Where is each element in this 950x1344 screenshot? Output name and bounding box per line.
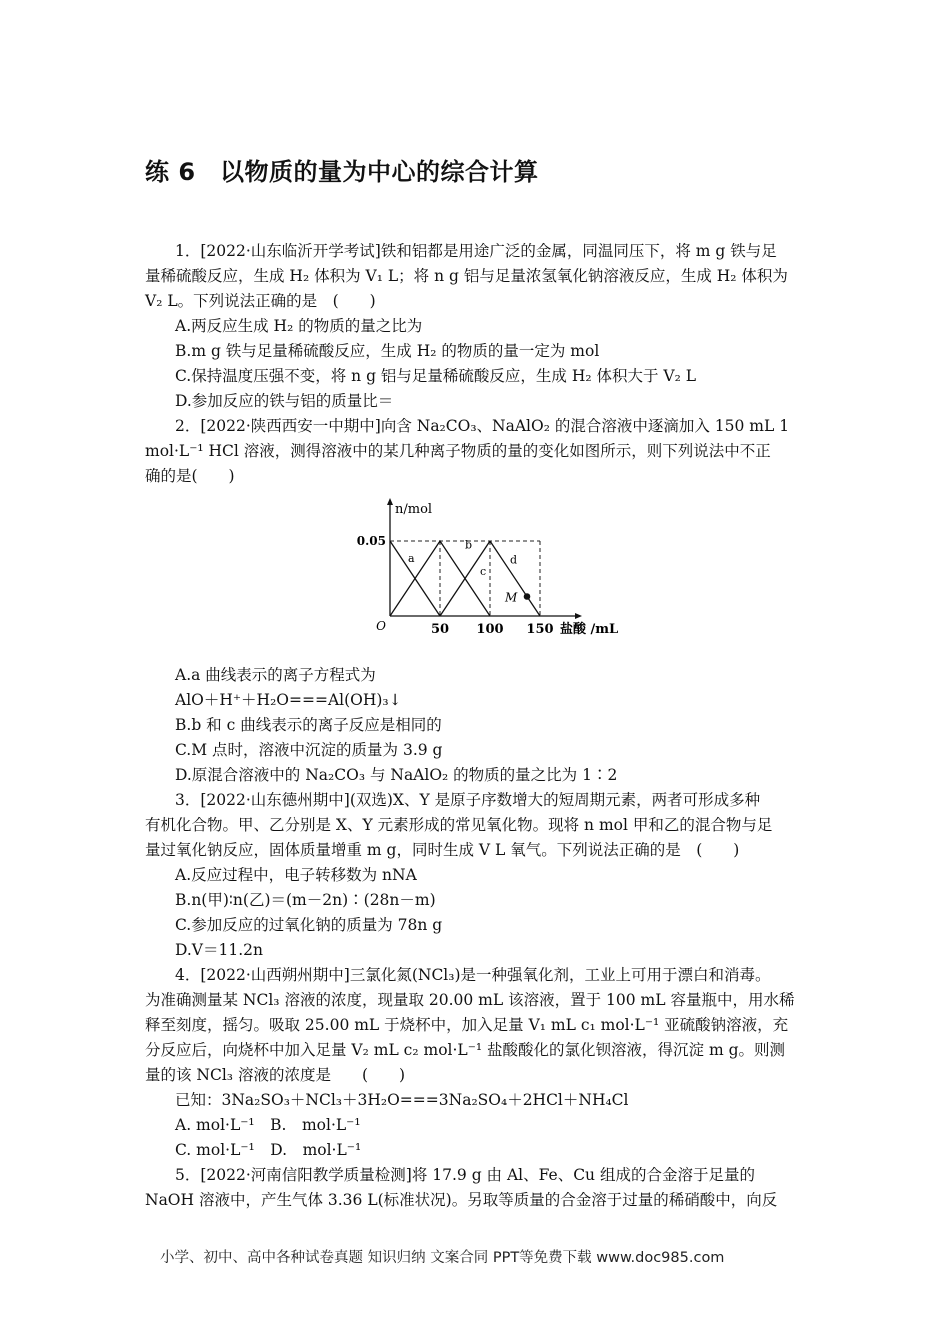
q2-option-a-equation: AlO＋H⁺＋H₂O===Al(OH)₃↓ — [175, 691, 402, 709]
x-tick-label-50: 50 — [430, 622, 450, 637]
q2-option-d: D.原混合溶液中的 Na₂CO₃ 与 NaAlO₂ 的物质的量之比为 1∶2 — [175, 766, 618, 784]
q2-line-1: 2．[2022·陕西西安一中期中]向含 Na₂CO₃、NaAlO₂ 的混合溶液中逐滴加入 150 mL 1 — [175, 417, 790, 435]
q4-line-5: 量的该 NCl₃ 溶液的浓度是 ( ) — [145, 1066, 406, 1084]
q2-chart — [350, 490, 640, 650]
y-tick-label: 0.05 — [356, 534, 386, 548]
q2-option-a: A.a 曲线表示的离子方程式为 — [175, 666, 376, 684]
q1-line-1: 1．[2022·山东临沂开学考试]铁和铝都是用途广泛的金属，同温同压下，将 m g 铁与足 — [175, 242, 777, 260]
x-axis-arrow — [575, 613, 582, 619]
q2-option-c: C.M 点时，溶液中沉淀的质量为 3.9 g — [175, 741, 443, 759]
q2-line-3: 确的是( ) — [145, 467, 235, 485]
origin-label: O — [376, 619, 386, 633]
point-marker — [524, 593, 531, 600]
q3-line-3: 量过氧化钠反应，固体质量增重 m g，同时生成 V L 氧气。下列说法正确的是 ( ) — [145, 841, 740, 859]
q1-option-a: A.两反应生成 H₂ 的物质的量之比为 — [175, 317, 423, 335]
q1-option-b: B.m g 铁与足量稀硫酸反应，生成 H₂ 的物质的量一定为 mol — [175, 342, 600, 360]
q3-option-a: A.反应过程中，电子转移数为 nNA — [175, 866, 417, 884]
series-label-c: c — [480, 564, 487, 578]
q1-line-3: V₂ L。下列说法正确的是 ( ) — [145, 292, 376, 310]
q4-line-1: 4．[2022·山西朔州期中]三氯化氮(NCl₃)是一种强氧化剂，工业上可用于漂白和消毒。 — [175, 966, 771, 984]
q2-option-b: B.b 和 c 曲线表示的离子反应是相同的 — [175, 716, 442, 734]
q3-line-2: 有机化合物。甲、乙分别是 X、Y 元素形成的常见氧化物。现将 n mol 甲和乙的混合物与足 — [145, 816, 773, 834]
q4-line-2: 为准确测量某 NCl₃ 溶液的浓度，现量取 20.00 mL 该溶液，置于 100 mL 容量瓶中，用水稀 — [145, 991, 795, 1009]
y-axis-arrow — [387, 498, 393, 505]
x-tick-label-100: 100 — [476, 622, 504, 637]
series-label-a: a — [408, 552, 415, 565]
q4-line-4: 分反应后，向烧杯中加入足量 V₂ mL c₂ mol·L⁻¹ 盐酸酸化的氯化钡溶液，得沉淀 m g。则测 — [145, 1041, 786, 1059]
q3-option-b: B.n(甲)∶n(乙)＝(m－2n)∶(28n－m) — [175, 891, 436, 909]
q5-line-1: 5．[2022·河南信阳教学质量检测]将 17.9 g 由 Al、Fe、Cu 组成的合金溶于足量的 — [175, 1166, 755, 1184]
q4-given-equation: 已知：3Na₂SO₃＋NCl₃＋3H₂O===3Na₂SO₄＋2HCl＋NH₄Cl — [175, 1091, 629, 1109]
q1-option-d: D.参加反应的铁与铝的质量比＝ — [175, 392, 394, 410]
series-label-d: d — [510, 553, 518, 567]
q2-line-2: mol·L⁻¹ HCl 溶液，测得溶液中的某几种离子物质的量的变化如图所示，则下列说法中不正 — [145, 442, 771, 460]
q4-options-cd: C. mol·L⁻¹ D. mol·L⁻¹ — [175, 1141, 362, 1159]
series-line-d — [490, 541, 540, 616]
footer-banner: 小学、初中、高中各种试卷真题 知识归纳 文案合同 PPT等免费下载 www.doc985.com — [160, 1250, 725, 1266]
q3-line-1: 3．[2022·山东德州期中](双选)X、Y 是原子序数增大的短周期元素，两者可形成多种 — [175, 791, 761, 809]
point-label: M — [505, 590, 518, 605]
x-tick-label-150: 150 — [526, 622, 554, 637]
q1-option-c: C.保持温度压强不变，将 n g 铝与足量稀硫酸反应，生成 H₂ 体积大于 V₂ L — [175, 367, 697, 385]
q3-option-c: C.参加反应的过氧化钠的质量为 78n g — [175, 916, 443, 934]
q3-option-d: D.V＝11.2n — [175, 941, 263, 959]
x-axis-label: 盐酸 /mL — [560, 622, 619, 637]
q1-line-2: 量稀硫酸反应，生成 H₂ 体积为 V₁ L；将 n g 铝与足量浓氢氧化钠溶液反应，生成 H₂ 体积为 — [145, 267, 788, 285]
page-title: 练 6 以物质的量为中心的综合计算 — [145, 158, 539, 186]
q4-options-ab: A. mol·L⁻¹ B. mol·L⁻¹ — [175, 1116, 361, 1134]
series-label-b: b — [465, 538, 473, 552]
q4-line-3: 释至刻度，摇匀。吸取 25.00 mL 于烧杯中，加入足量 V₁ mL c₁ mol·L⁻¹ 亚硫酸钠溶液，充 — [145, 1016, 789, 1034]
q5-line-2: NaOH 溶液中，产生气体 3.36 L(标准状况)。另取等质量的合金溶于过量的稀硝酸中，向反 — [145, 1191, 778, 1209]
y-axis-label: n/mol — [395, 502, 433, 517]
